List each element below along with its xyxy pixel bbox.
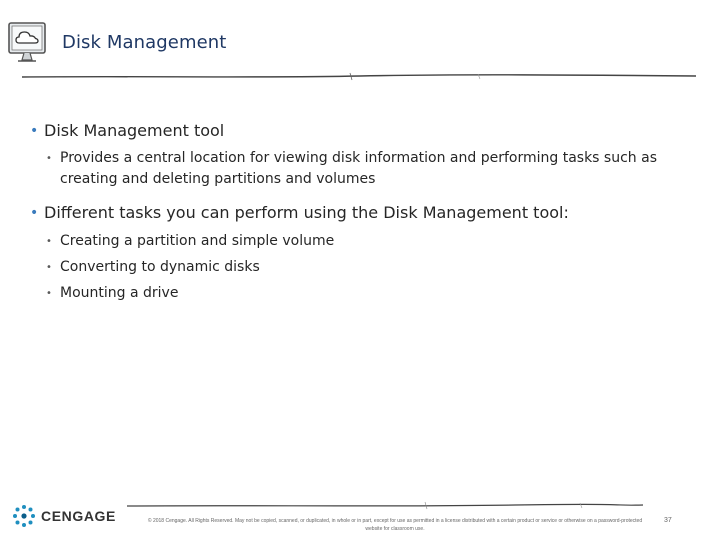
bullet-text: Disk Management tool	[44, 121, 225, 140]
content-body	[30, 120, 700, 304]
sub-bullet-text: Converting to dynamic disks	[60, 259, 260, 275]
bullet-marker: •	[46, 262, 52, 273]
sub-bullet-central-location	[30, 148, 700, 190]
bullet-marker: •	[30, 205, 39, 221]
bullet-marker: •	[46, 153, 52, 164]
page-number: 37	[664, 517, 672, 524]
sub-bullet-text: Creating a partition and simple volume	[60, 233, 335, 249]
logo-text: CENGAGE	[41, 508, 116, 524]
bullet-marker: •	[46, 288, 52, 299]
cengage-dots-icon	[12, 504, 36, 528]
cengage-logo	[12, 503, 116, 529]
sub-bullet-dynamic-disks	[30, 257, 700, 278]
bullet-marker: •	[30, 123, 39, 139]
copyright-notice: © 2018 Cengage. All Rights Reserved. May not be copied, scanned, or duplicated, in whole or in part, except for use as permitted in a license distributed with a certain product or service or otherwise on a password-protected website for classroom use.	[147, 518, 643, 532]
bullet-different-tasks	[30, 202, 700, 224]
monitor-cloud-icon	[6, 20, 56, 70]
sub-bullet-mounting	[30, 283, 700, 304]
bullet-disk-management-tool	[30, 120, 700, 142]
sub-bullet-text: Mounting a drive	[60, 285, 179, 301]
footer-divider	[125, 500, 645, 512]
sub-bullet-partition	[30, 231, 700, 252]
title-divider	[20, 70, 700, 82]
bullet-text: Different tasks you can perform using the Disk Management tool:	[44, 203, 569, 222]
sub-bullet-text: Provides a central location for viewing disk information and performing tasks such as creating and deleting partitions and volumes	[60, 150, 657, 187]
page-title: Disk Management	[62, 32, 227, 53]
bullet-marker: •	[46, 236, 52, 247]
